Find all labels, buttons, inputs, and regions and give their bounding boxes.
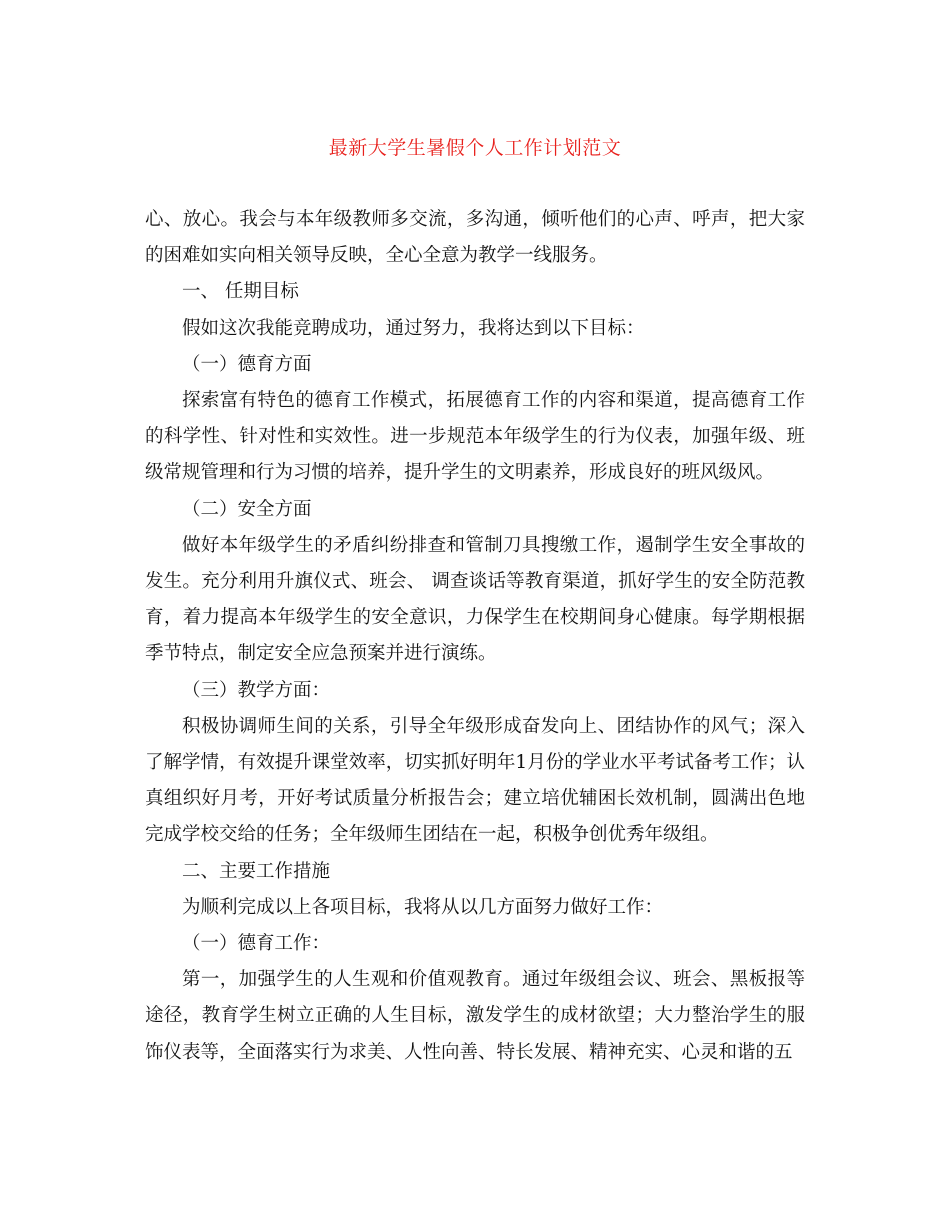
paragraph-safety: 做好本年级学生的矛盾纠纷排查和管制刀具搜缴工作，遏制学生安全事故的发生。充分利用升旗仪式、班会、 调查谈话等教育渠道，抓好学生的安全防范教育，着力提高本年级学生的安全意识，力保学生在校期间身心健康。每学期根据季节特点，制定安全应急预案并进行演练。	[145, 534, 805, 665]
document-title: 最新大学生暑假个人工作计划范文	[328, 137, 622, 159]
subheading-safety: （二）安全方面	[182, 498, 312, 520]
paragraph-goals-intro: 假如这次我能竞聘成功，通过努力，我将达到以下目标：	[182, 317, 645, 339]
subheading-moral-work: （一）德育工作：	[182, 933, 331, 955]
paragraph-teaching: 积极协调师生间的关系，引导全年级形成奋发向上、团结协作的风气；深入了解学情，有效提升课堂效率，切实抓好明年1月份的学业水平考试备考工作；认真组织好月考，开好考试质量分析报告会；建立培优辅困长效机制，圆满出色地完成学校交给的任务；全年级师生团结在一起，积极争创优秀年级组。	[145, 715, 805, 846]
subheading-teaching: （三）教学方面：	[182, 679, 331, 701]
section-heading-measures: 二、主要工作措施	[182, 860, 331, 882]
section-heading-goals: 一、 任期目标	[182, 281, 299, 303]
paragraph-moral-work: 第一，加强学生的人生观和价值观教育。通过年级组会议、班会、黑板报等途径，教育学生树立正确的人生目标，激发学生的成材欲望；大力整治学生的服饰仪表等，全面落实行为求美、人性向善、特长发展、精神充实、心灵和谐的五	[145, 969, 805, 1063]
paragraph-moral: 探索富有特色的德育工作模式，拓展德育工作的内容和渠道，提高德育工作的科学性、针对性和实效性。进一步规范本年级学生的行为仪表，加强年级、班级常规管理和行为习惯的培养，提升学生的文明素养，形成良好的班风级风。	[145, 390, 805, 484]
subheading-moral: （一）德育方面	[182, 353, 312, 375]
paragraph-continuation: 心、放心。我会与本年级教师多交流，多沟通，倾听他们的心声、呼声，把大家的困难如实向相关领导反映，全心全意为教学一线服务。	[145, 209, 805, 267]
paragraph-measures-intro: 为顺利完成以上各项目标，我将从以几方面努力做好工作：	[182, 896, 664, 918]
document-body	[145, 202, 805, 1071]
